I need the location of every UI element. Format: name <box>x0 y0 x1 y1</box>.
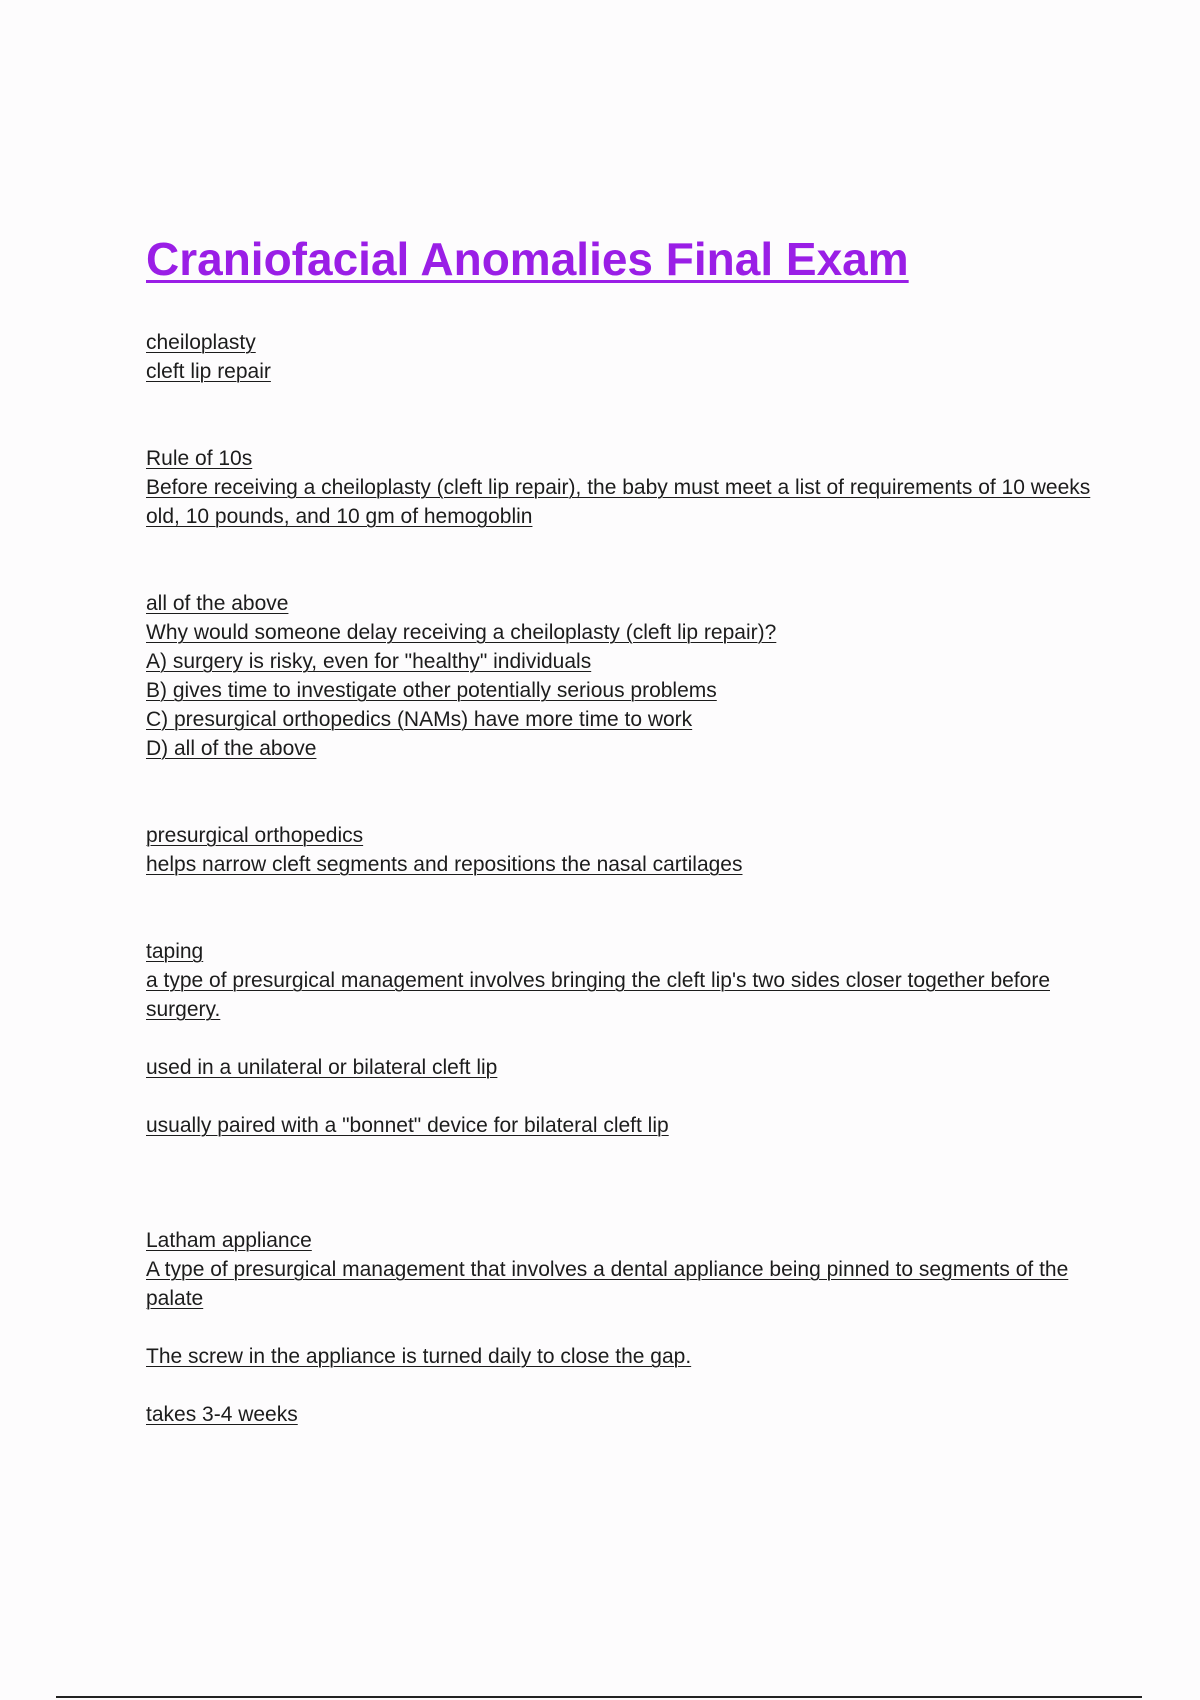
flashcard-presurgical-orthopedics <box>146 821 1096 879</box>
flashcard-cheiloplasty <box>146 328 1096 386</box>
card-definition-line: takes 3-4 weeks <box>146 1403 298 1426</box>
card-option-d: D) all of the above <box>146 737 317 760</box>
card-definition-line: The screw in the appliance is turned daily to close the gap. <box>146 1345 692 1368</box>
card-option-a: A) surgery is risky, even for "healthy" individuals <box>146 650 592 673</box>
card-definition-line: used in a unilateral or bilateral cleft lip <box>146 1056 498 1079</box>
card-definition-line: cleft lip repair <box>146 360 271 383</box>
card-term: all of the above <box>146 592 289 615</box>
card-option-c: C) presurgical orthopedics (NAMs) have more time to work <box>146 708 693 731</box>
paragraph-gap <box>146 1371 1096 1400</box>
flashcard-taping <box>146 937 1096 1140</box>
paragraph-gap <box>146 1082 1096 1111</box>
card-definition-line: Before receiving a cheiloplasty (cleft lip repair), the baby must meet a list of requirements of 10 weeks old, 10 pounds, and 10 gm of hemogoblin <box>146 476 1091 528</box>
flashcard-latham-appliance <box>146 1226 1096 1429</box>
card-term: presurgical orthopedics <box>146 824 364 847</box>
paragraph-gap <box>146 1313 1096 1342</box>
card-term: Rule of 10s <box>146 447 253 470</box>
footer-divider <box>56 1696 1142 1698</box>
flashcard-rule-of-10s <box>146 444 1096 531</box>
card-term: Latham appliance <box>146 1229 312 1252</box>
card-definition-line: A type of presurgical management that involves a dental appliance being pinned to segments of the palate <box>146 1258 1069 1310</box>
card-question: Why would someone delay receiving a cheiloplasty (cleft lip repair)? <box>146 621 777 644</box>
card-definition-line: a type of presurgical management involves bringing the cleft lip's two sides closer together before surgery. <box>146 969 1050 1021</box>
card-term: taping <box>146 940 204 963</box>
card-definition-line: usually paired with a "bonnet" device for bilateral cleft lip <box>146 1114 669 1137</box>
card-option-b: B) gives time to investigate other potentially serious problems <box>146 679 717 702</box>
flashcard-list <box>146 328 1096 1487</box>
flashcard-all-of-the-above <box>146 589 1096 763</box>
card-term: cheiloplasty <box>146 331 256 354</box>
document-title: Craniofacial Anomalies Final Exam <box>146 233 909 285</box>
paragraph-gap <box>146 1024 1096 1053</box>
card-definition-line: helps narrow cleft segments and repositions the nasal cartilages <box>146 853 743 876</box>
